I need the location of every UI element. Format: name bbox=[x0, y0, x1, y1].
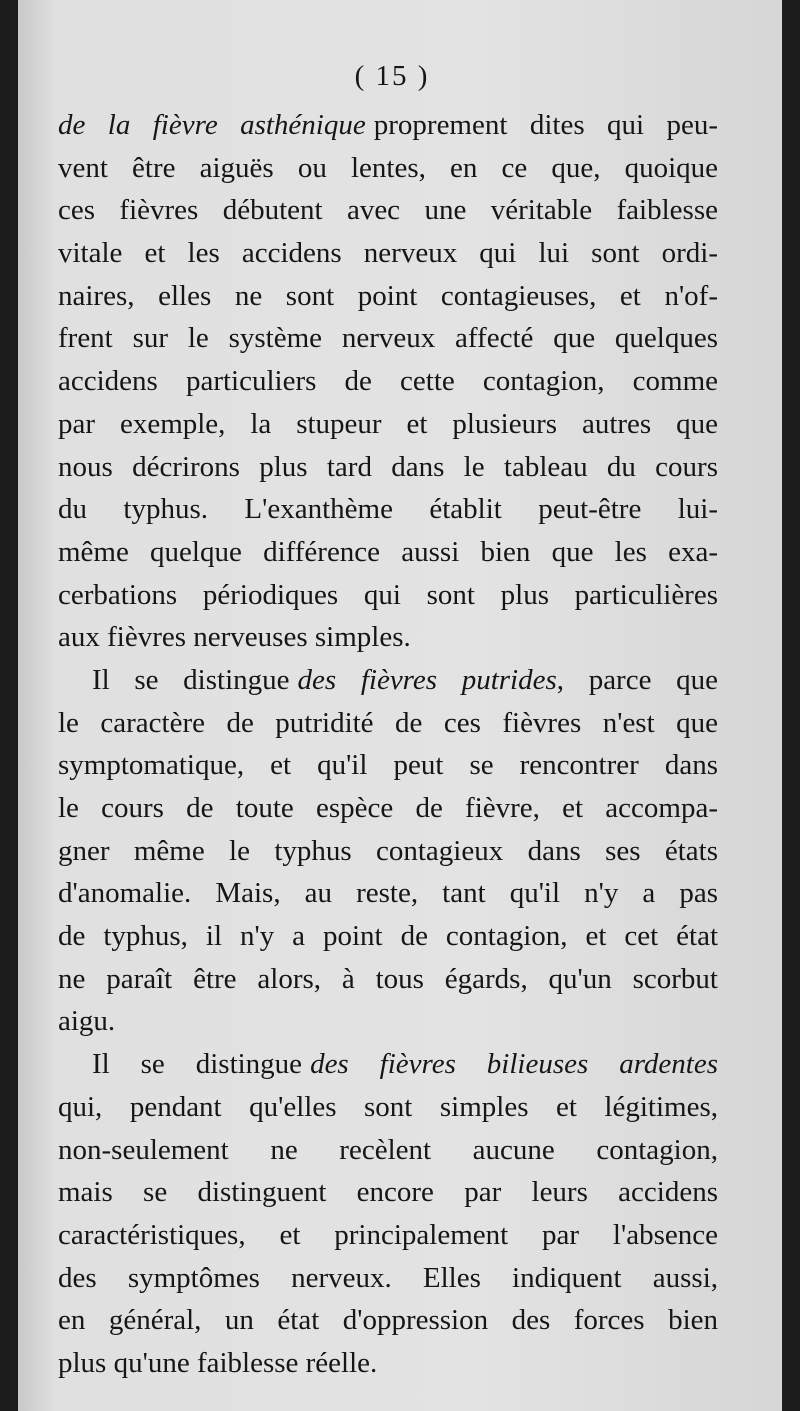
text-line: même quelque différence aussi bien que les exa- bbox=[58, 535, 718, 568]
italic-phrase: des fièvres bilieuses ardentes bbox=[310, 1048, 719, 1081]
text-line: nous décrirons plus tard dans le tableau du cours bbox=[58, 450, 718, 483]
text-line: mais se distinguent encore par leurs accidens bbox=[58, 1176, 718, 1209]
text-line: naires, elles ne sont point contagieuses, et n'of- bbox=[58, 279, 718, 312]
line-text: Il se distingue bbox=[92, 663, 290, 696]
paragraph-1 bbox=[58, 104, 718, 659]
text-line: des symptômes nerveux. Elles indiquent aussi, bbox=[58, 1261, 718, 1294]
text-line: gner même le typhus contagieux dans ses états bbox=[58, 834, 718, 867]
book-page bbox=[18, 0, 782, 1411]
text-line: aigu. bbox=[58, 1005, 116, 1038]
text-line bbox=[58, 1043, 718, 1086]
line-text: , parce que bbox=[556, 663, 718, 696]
text-line: le cours de toute espèce de fièvre, et accompa- bbox=[58, 792, 718, 824]
text-line: ces fièvres débutent avec une véritable faiblesse bbox=[58, 194, 718, 227]
text-line: vent être aiguës ou lentes, en ce que, quoique bbox=[58, 151, 718, 184]
line-text: proprement dites qui peu- bbox=[373, 109, 719, 141]
text-line: en général, un état d'oppression des forces bien bbox=[58, 1304, 718, 1337]
text-line: d'anomalie. Mais, au reste, tant qu'il n'y a pas bbox=[58, 877, 718, 910]
text-line: caractéristiques, et principalement par l'absence bbox=[58, 1218, 718, 1251]
text-line bbox=[58, 659, 718, 702]
text-line: non-seulement ne recèlent aucune contagion, bbox=[58, 1133, 718, 1166]
text-line: ne paraît être alors, à tous égards, qu'un scorbut bbox=[58, 962, 718, 995]
text-line: accidens particuliers de cette contagion, comme bbox=[58, 365, 718, 398]
italic-phrase: de la fièvre asthénique bbox=[58, 109, 366, 141]
text-line: de typhus, il n'y a point de contagion, et cet état bbox=[58, 920, 718, 953]
paragraph-2 bbox=[58, 659, 718, 1043]
page-text bbox=[58, 48, 718, 1385]
text-line: le caractère de putridité de ces fièvres n'est que bbox=[58, 706, 718, 739]
text-line: plus qu'une faiblesse réelle. bbox=[58, 1346, 378, 1379]
text-line: vitale et les accidens nerveux qui lui sont ordi- bbox=[58, 237, 718, 270]
text-line: aux fièvres nerveuses simples. bbox=[58, 621, 411, 654]
text-line: frent sur le système nerveux affecté que quelques bbox=[58, 322, 718, 355]
text-line: par exemple, la stupeur et plusieurs autres que bbox=[58, 407, 718, 440]
text-line bbox=[58, 104, 718, 147]
paragraph-3 bbox=[58, 1043, 718, 1385]
italic-phrase: des fièvres putrides bbox=[297, 663, 557, 696]
text-line: cerbations périodiques qui sont plus particulières bbox=[58, 578, 718, 611]
line-text: Il se distingue bbox=[92, 1048, 303, 1081]
text-line: du typhus. L'exanthème établit peut-être lui- bbox=[58, 493, 718, 526]
text-line: qui, pendant qu'elles sont simples et légitimes, bbox=[58, 1090, 718, 1123]
text-line: symptomatique, et qu'il peut se rencontrer dans bbox=[58, 749, 718, 782]
page-number: ( 15 ) bbox=[354, 60, 430, 92]
